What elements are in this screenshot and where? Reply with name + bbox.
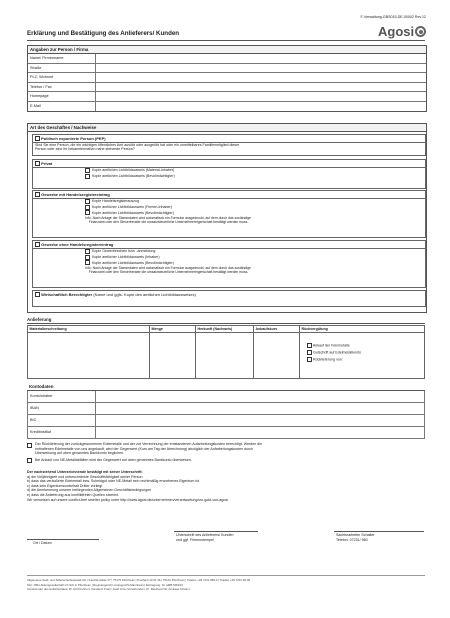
pep-question: Sind Sie eine Person, die ein wichtiges öffentliches Amt ausübt oder ausgeübt hat oder ein unmittelbares Familienmitglied dieser Person oder eine ihr bekanntermaßen nahe stehende Person? [35, 142, 240, 152]
footer-line: Sitz: 1891 Aktiengesellschaft mit Sitz in Pforzheim | Registergericht: Amtsgericht Mannheim | Eintragung: Nr. HRB 500013 [27, 582, 183, 587]
list-item: Kopie amtlicher Lichtbildausweis (Inhaber) [85, 255, 425, 260]
person-heading: Angaben zur Person / Firma [28, 46, 426, 54]
gewerbe-ohne-checkbox[interactable] [35, 242, 40, 247]
footer-line: Allgemeine Gold- und Silberscheideanstalt AG | Kanzlerstraße 17 | 75175 Pforzheim | Postfach 10 01 46 | 75101 Pforzheim | Telefon +49 7231 960-0 | Telefax +49 7231 60 08 [27, 578, 250, 582]
confirm-heading: Der nachstehend Unterzeichnende bestätigt mit seiner Unterschrift: [27, 470, 143, 474]
business-heading: Art des Geschäftes / Nachweise [28, 124, 426, 132]
stamp-label: und ggf. Firmenstempel [176, 538, 214, 542]
title-rule [27, 40, 425, 41]
rate-cell[interactable] [254, 333, 300, 379]
confirm-item: b) dass das veräußerte Edelmetall bzw. Scheidgut oder NE-Metall sein rechtmäßig erworbenes Eigentum ist [27, 479, 199, 484]
clerk-phone: Telefon: 07231/ 960 [336, 538, 368, 542]
field-label: Kreditinstitut [28, 427, 96, 438]
field-label: Telefon / Fax [28, 83, 96, 92]
list-item: Kopie amtlicher Lichtbildausweis (Bevollmächtigter) [85, 210, 425, 215]
field-row [28, 403, 424, 415]
field-row [28, 54, 426, 64]
confirm-item: d) die Anerkennung unserer beiliegenden Allgemeinen Geschäftsbedingungen [27, 488, 152, 493]
option-checkbox[interactable] [307, 357, 312, 362]
wb-checkbox[interactable] [35, 292, 40, 297]
wb-text: (Name und ggfs. Kopie des amtlichen Lichtbildausweises) [93, 291, 196, 297]
confirm-item: e) dass die Anlieferung aus konfliktfreien Quellen stammt. [27, 492, 119, 497]
doc-checkbox[interactable] [85, 168, 90, 173]
logo-text: Agosi [378, 24, 415, 39]
option-checkbox[interactable] [307, 343, 312, 348]
form-title: Erklärung und Bestätigung des Anlieferers/ Kunden [27, 30, 180, 37]
iban-input[interactable] [96, 403, 424, 414]
zip-city-input[interactable] [96, 73, 426, 82]
place-date-line [27, 539, 99, 540]
field-row [28, 102, 426, 111]
list-item: Kopie Gewerbeschein bzw. -anmeldung [85, 249, 425, 254]
footer-rule [27, 575, 425, 576]
place-date-label: Ort / Datum [33, 541, 52, 545]
pep-checkbox[interactable] [35, 136, 40, 141]
list-item: Kopie Handelsregisterauszug [85, 199, 425, 204]
doc-checkbox[interactable] [85, 260, 90, 265]
doc-checkbox[interactable] [85, 255, 90, 260]
gewerbe-hr-checkbox[interactable] [35, 192, 40, 197]
signature-line [174, 531, 258, 532]
clerk-label: Sachbearbeiter Schalter [336, 533, 375, 537]
pep-box [32, 134, 426, 156]
field-label: Kontoinhaber [28, 391, 96, 402]
option-checkbox[interactable] [307, 350, 312, 355]
confirm-item: c) dass kein Eigentumsvorbehalt Dritter vorliegt [27, 483, 103, 488]
consent-item: Bei Ankauf von NE-Metallabfällen wird der Gegenwert auf oben genanntes Bankkonto überwiesen. [27, 458, 425, 463]
list-item: Kopie amtlichen Lichtbildausweis (Material-Inhaber) [85, 168, 425, 173]
field-label: PLZ, Wohnort [28, 73, 96, 82]
wb-box [32, 290, 426, 307]
consent-checkbox[interactable] [27, 458, 32, 463]
phone-fax-input[interactable] [96, 83, 426, 92]
homepage-input[interactable] [96, 92, 426, 101]
name-input[interactable] [96, 54, 426, 63]
list-item: Kopie amtlicher Lichtbildausweis (Bevollmächtigter) [85, 260, 425, 265]
delivery-table [27, 325, 425, 379]
origin-cell[interactable] [196, 333, 254, 379]
field-row [28, 64, 426, 74]
bic-input[interactable] [96, 415, 424, 426]
field-label: Homepage [28, 92, 96, 101]
delivery-heading: Anlieferung [27, 317, 52, 322]
field-label: IBAN [28, 403, 96, 414]
col-header: Rückvergütung [300, 326, 425, 333]
refund-options [307, 343, 423, 362]
confirm-item: a) die Volljährigkeit und unbeschränkte Geschäftsfähigkeit seiner Person [27, 474, 143, 479]
field-row [28, 83, 426, 93]
doc-checkbox[interactable] [85, 205, 90, 210]
consent-item: Der Rücklieferung der zurückgewonnenen Edelmetalle und der zur Verrechnung der entstandenen Aufarbeitungskosten berechtigt. Werden die enthaltenen Edelmetalle von uns angekauft, wird der Gegenwert (Kurs am Tag der Abrechnung) abzüglich der Aufarbeitungskosten durch Überweisung auf oben genanntes Bankkonto beglichen. [27, 442, 425, 456]
person-section [27, 45, 427, 112]
field-label: Straße [28, 64, 96, 73]
logo-dot-icon [419, 30, 423, 34]
field-row [28, 427, 424, 439]
gewerbe-ohne-title: Gewerbe ohne Handelsregistereintrag [41, 241, 114, 247]
privat-title: Privat [41, 160, 53, 166]
info-note: Info: Nach Anlage der Stammdaten wird automatisch ein Formular ausgedruckt, auf dem durch das zuständige Finanzamt oder den Steuerberater die umsatzsteuerliche Unternehmereigenschaft bestätigt werden muss. [85, 216, 251, 225]
signature-label: Unterschrift des Anlieferers/ Kunden [176, 533, 234, 537]
bank-name-input[interactable] [96, 427, 424, 438]
delivery-rule [27, 323, 425, 324]
email-input[interactable] [96, 102, 426, 111]
refund-option: Gutschrift auf Edelmetallkonto [307, 350, 423, 355]
list-item: Kopie amtlicher Lichtbildausweis (Firmen-Inhaber) [85, 205, 425, 210]
consent-block [27, 442, 425, 463]
footer [27, 578, 425, 592]
field-label: BIC [28, 415, 96, 426]
privat-checkbox[interactable] [35, 161, 40, 166]
doc-checkbox[interactable] [85, 249, 90, 254]
form-code: F-Verwaltung-GBS015-DE-00002 Rev.12 [360, 15, 426, 19]
account-holder-input[interactable] [96, 391, 424, 402]
col-header: Ankaufskurs [254, 326, 300, 333]
gewerbe-ohne-box [32, 240, 426, 288]
confirm-item: Wir verweisen auf unsere conflict-free smelter policy unter http://www.agosi.de/unternehmen/verantwortung/csr-gold-von-agosi [27, 497, 228, 502]
clerk-line [334, 531, 424, 532]
material-cell[interactable] [28, 333, 150, 379]
col-header: Materialbeschreibung [28, 326, 150, 333]
wb-title: Wirtschaftlich Berechtigter [41, 291, 93, 297]
gewerbe-hr-title: Gewerbe mit Handelsregistereintrag [41, 191, 110, 197]
refund-option: Rücklieferung von: [307, 357, 423, 362]
field-row [28, 92, 426, 102]
field-row [28, 73, 426, 83]
pep-title: Politisch exponierte Person (PEP) [41, 135, 106, 141]
footer-line: Vorsitzender des Aufsichtsrates: Dr. Rolf Kuhnert, Vorstand: Franz Josef Arns (Vorsitzender), Dr. Reinhard Ott, Andreas Tehrani [27, 587, 190, 592]
doc-checkbox[interactable] [85, 174, 90, 179]
bank-section [27, 383, 425, 439]
street-input[interactable] [96, 64, 426, 73]
confirm-block [27, 470, 425, 502]
refund-cell [300, 333, 425, 379]
field-row [28, 391, 424, 403]
col-header: Menge [150, 326, 196, 333]
doc-checkbox[interactable] [85, 199, 90, 204]
gewerbe-hr-box [32, 190, 426, 238]
field-row [28, 415, 424, 427]
list-item: Kopie amtlichen Lichtbildausweis (Bevollmächtigter) [85, 174, 425, 179]
doc-checkbox[interactable] [85, 210, 90, 215]
refund-option: Ankauf der Feinmetalle [307, 343, 423, 348]
field-label: E-Mail [28, 102, 96, 111]
quantity-cell[interactable] [150, 333, 196, 379]
col-header: Herkunft (Nachweis) [196, 326, 254, 333]
consent-checkbox[interactable] [27, 443, 32, 448]
field-label: Name/ Firmenname [28, 54, 96, 63]
privat-box [32, 159, 426, 189]
info-note: Info: Nach Anlage der Stammdaten wird automatisch ein Formular ausgedruckt, auf dem durch das zuständige Finanzamt oder den Steuerberater die umsatzsteuerliche Unternehmereigenschaft bestätigt werden muss. [85, 266, 251, 275]
bank-heading: Kontodaten [27, 383, 425, 391]
